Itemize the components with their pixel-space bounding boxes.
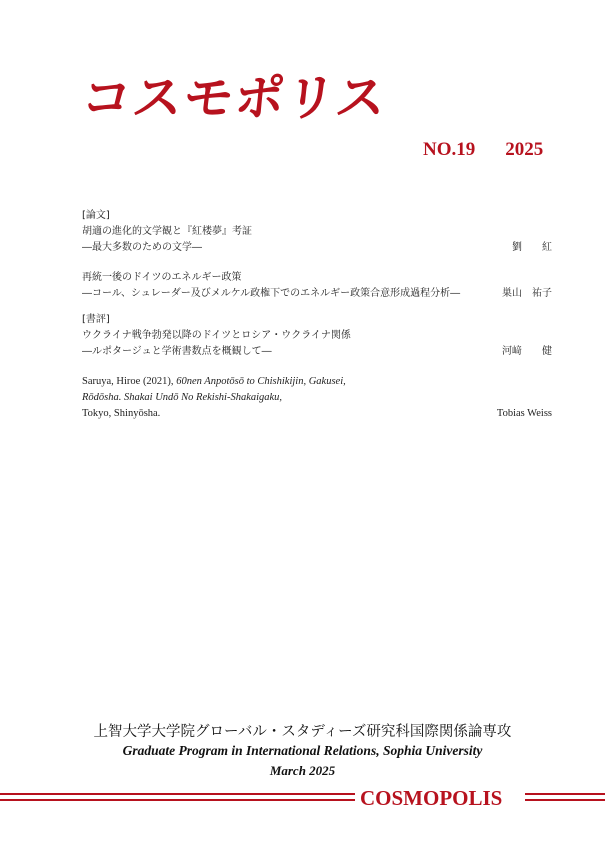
section-label-articles: [論文] — [82, 210, 110, 221]
article-1-title: 胡適の進化的文学観と『紅楼夢』考証 — [82, 226, 252, 237]
brand-wordmark: COSMOPOLIS — [360, 786, 503, 810]
issue-number: NO.19 — [423, 139, 476, 160]
issue-line — [423, 139, 543, 161]
article-2-subtitle-row — [82, 286, 552, 302]
review-2-line-2: Rōdōsha. Shakai Undō No Rekishi-Shakaigaku, — [82, 392, 283, 403]
review-1-title: ウクライナ戦争勃発以降のドイツとロシア・ウクライナ関係 — [82, 330, 351, 341]
institution-english: Graduate Program in International Relations, Sophia University — [122, 743, 483, 758]
review-2-line-3-row — [82, 406, 552, 422]
article-1-subtitle: ―最大多数のための文学― — [82, 242, 202, 253]
journal-title: コスモポリス — [78, 68, 390, 127]
rule-left-2 — [0, 799, 355, 801]
article-2-author: 巣山 祐子 — [502, 288, 552, 299]
review-1-author: 河﨑 健 — [502, 346, 552, 357]
article-1-subtitle-row — [82, 240, 552, 256]
review-2-author: Tobias Weiss — [496, 408, 552, 419]
rule-right-1 — [525, 793, 605, 795]
rule-left-1 — [0, 793, 355, 795]
section-label-reviews: [書評] — [82, 314, 110, 325]
review-2-line-1: Saruya, Hiroe (2021), 60nen Anpotōsō to Chishikijin, Gakusei, — [82, 376, 346, 387]
review-1-subtitle-row — [82, 344, 552, 360]
article-1-author: 劉 紅 — [512, 242, 552, 253]
review-2-line-3: Tokyo, Shinyōsha. — [82, 408, 161, 419]
review-1-subtitle: ―ルポタージュと学術書数点を概観して― — [82, 346, 272, 357]
article-2-title: 再統一後のドイツのエネルギー政策 — [82, 272, 242, 283]
rule-right-2 — [525, 799, 605, 801]
table-of-contents — [82, 208, 552, 422]
article-2-subtitle: ―コール、シュレーダー及びメルケル政権下でのエネルギー政策合意形成過程分析― — [82, 288, 461, 299]
publication-date: March 2025 — [269, 763, 336, 778]
issue-year: 2025 — [505, 139, 544, 160]
institution-japanese: 上智大学大学院グローバル・スタディーズ研究科国際関係論専攻 — [93, 724, 512, 740]
